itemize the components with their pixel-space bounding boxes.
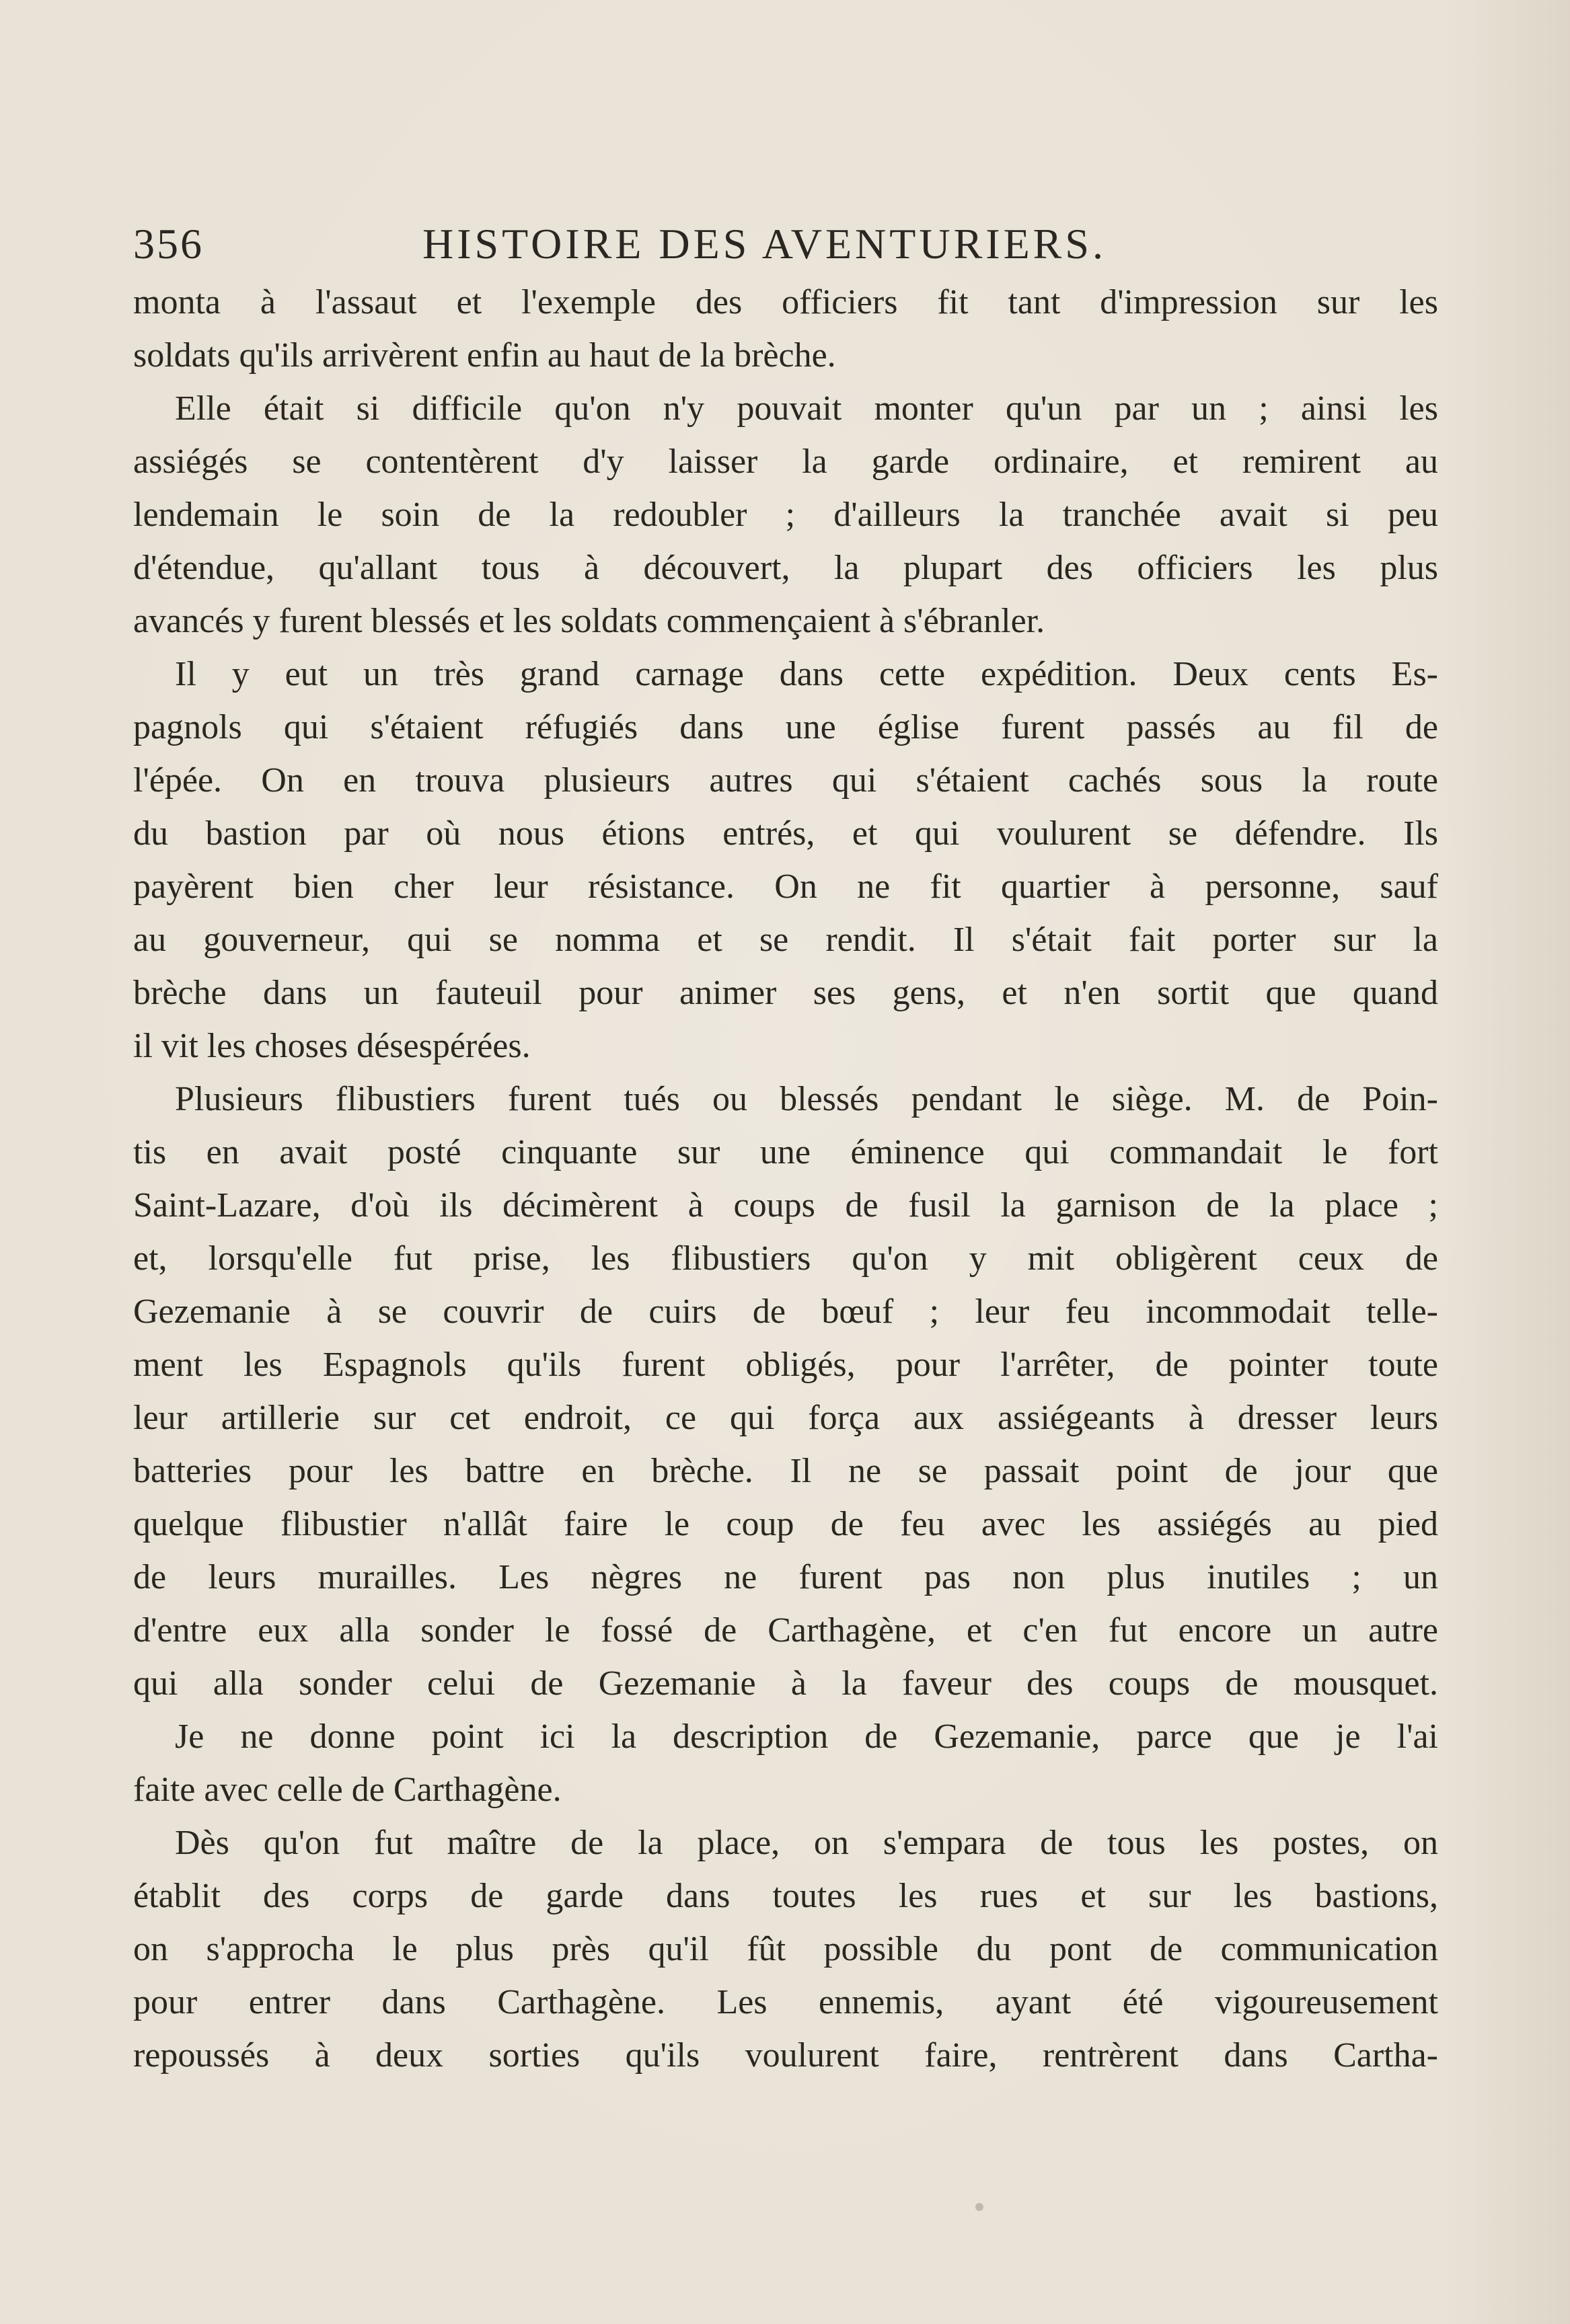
text-line: tis en avait posté cinquante sur une éminence qui commandait le fort — [133, 1133, 1438, 1171]
text-line: lendemain le soin de la redoubler ; d'ailleurs la tranchée avait si peu — [133, 496, 1438, 534]
text-line: on s'approcha le plus près qu'il fût possible du pont de communication — [133, 1930, 1438, 1968]
text-line: au gouverneur, qui se nomma et se rendit. Il s'était fait porter sur la — [133, 921, 1438, 959]
body-text — [133, 276, 1438, 2082]
text-line: l'épée. On en trouva plusieurs autres qui s'étaient cachés sous la route — [133, 761, 1438, 800]
text-line: qui alla sonder celui de Gezemanie à la faveur des coups de mousquet. — [133, 1664, 1438, 1703]
paper-speck — [975, 2203, 983, 2211]
text-line: Je ne donne point ici la description de Gezemanie, parce que je l'ai — [175, 1717, 1438, 1756]
text-line: pagnols qui s'étaient réfugiés dans une église furent passés au fil de — [133, 708, 1438, 746]
text-line: d'étendue, qu'allant tous à découvert, la plupart des officiers les plus — [133, 549, 1438, 587]
text-line: Gezemanie à se couvrir de cuirs de bœuf ; leur feu incommodait telle- — [133, 1292, 1438, 1331]
text-line: Elle était si difficile qu'on n'y pouvait monter qu'un par un ; ainsi les — [175, 389, 1438, 428]
running-title: HISTOIRE DES AVENTURIERS. — [422, 220, 1107, 268]
text-line: avancés y furent blessés et les soldats commençaient à s'ébranler. — [133, 602, 1045, 640]
running-head — [133, 214, 1438, 274]
text-line: il vit les choses désespérées. — [133, 1027, 531, 1065]
text-line: brèche dans un fauteuil pour animer ses gens, et n'en sortit que quand — [133, 974, 1438, 1012]
text-line: et, lorsqu'elle fut prise, les flibustiers qu'on y mit obligèrent ceux de — [133, 1239, 1438, 1278]
text-line: Il y eut un très grand carnage dans cette expédition. Deux cents Es- — [175, 655, 1438, 693]
book-page — [133, 214, 1438, 2082]
text-line: du bastion par où nous étions entrés, et qui voulurent se défendre. Ils — [133, 814, 1438, 853]
text-line: assiégés se contentèrent d'y laisser la garde ordinaire, et remirent au — [133, 442, 1438, 481]
text-line: soldats qu'ils arrivèrent enfin au haut de la brèche. — [133, 336, 836, 375]
page-number: 356 — [133, 220, 204, 268]
text-line: ment les Espagnols qu'ils furent obligés, pour l'arrêter, de pointer toute — [133, 1346, 1438, 1384]
text-line: de leurs murailles. Les nègres ne furent pas non plus inutiles ; un — [133, 1558, 1438, 1596]
text-line: d'entre eux alla sonder le fossé de Carthagène, et c'en fut encore un autre — [133, 1611, 1438, 1650]
text-line: Dès qu'on fut maître de la place, on s'empara de tous les postes, on — [175, 1824, 1438, 1862]
text-line: quelque flibustier n'allât faire le coup de feu avec les assiégés au pied — [133, 1505, 1438, 1543]
text-line: payèrent bien cher leur résistance. On ne fit quartier à personne, sauf — [133, 867, 1438, 906]
text-line: Saint-Lazare, d'où ils décimèrent à coups de fusil la garnison de la place ; — [133, 1186, 1438, 1225]
text-line: établit des corps de garde dans toutes les rues et sur les bastions, — [133, 1877, 1438, 1915]
text-line: pour entrer dans Carthagène. Les ennemis, ayant été vigoureusement — [133, 1983, 1438, 2021]
text-line: faite avec celle de Carthagène. — [133, 1771, 562, 1809]
text-line: Plusieurs flibustiers furent tués ou blessés pendant le siège. M. de Poin- — [175, 1080, 1438, 1118]
text-line: batteries pour les battre en brèche. Il ne se passait point de jour que — [133, 1452, 1438, 1490]
text-line: repoussés à deux sorties qu'ils voulurent faire, rentrèrent dans Cartha- — [133, 2036, 1438, 2075]
text-line: leur artillerie sur cet endroit, ce qui força aux assiégeants à dresser leurs — [133, 1399, 1438, 1437]
text-line: monta à l'assaut et l'exemple des officiers fit tant d'impression sur les — [133, 283, 1438, 321]
